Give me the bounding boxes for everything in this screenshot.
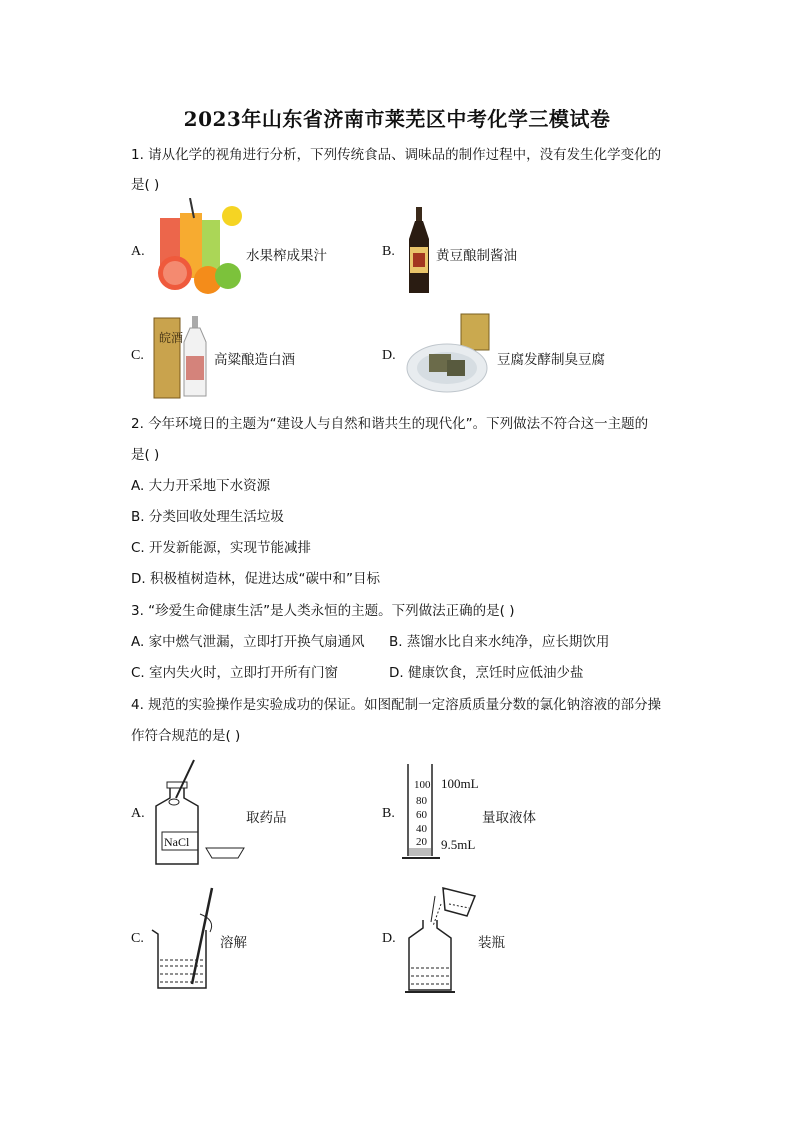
cylinder-reading: 9.5mL: [441, 837, 476, 852]
q1-option-a-caption: 水果榨成果汁: [246, 248, 327, 264]
q2-stem-line1: 2. 今年环境日的主题为“建设人与自然和谐共生的现代化”。下列做法不符合这一主题的: [131, 416, 649, 432]
q4-option-b-caption: 量取液体: [482, 810, 536, 826]
q3-option-a[interactable]: A. 家中燃气泄漏，立即打开换气扇通风: [131, 634, 365, 650]
q1-stem-line1: 1. 请从化学的视角进行分析，下列传统食品、调味品的制作过程中，没有发生化学变化的: [131, 147, 662, 163]
page-title: 2023年山东省济南市莱芜区中考化学三模试卷: [183, 107, 611, 131]
q4-stem-line1: 4. 规范的实验操作是实验成功的保证。如图配制一定溶质质量分数的氯化钠溶液的部分操: [131, 697, 662, 713]
graduated-cylinder-diagram: [402, 760, 482, 866]
soy-sauce-bottle-image: [404, 205, 434, 297]
q1-option-d-caption: 豆腐发酵制臭豆腐: [497, 352, 605, 368]
q1-option-c-caption: 高粱酿造白酒: [214, 352, 295, 368]
bottling-diagram: [403, 882, 483, 996]
cylinder-capacity: 100mL: [441, 776, 479, 791]
cylinder-tick-40: 40: [416, 823, 427, 835]
cylinder-tick-100: 100: [414, 779, 431, 791]
q3-stem: 3. “珍爱生命健康生活”是人类永恒的主题。下列做法正确的是( ): [131, 603, 515, 619]
q4-option-a-caption: 取药品: [246, 810, 287, 826]
q1-option-a-letter[interactable]: A.: [131, 244, 145, 259]
q4-option-d-letter[interactable]: D.: [382, 931, 396, 946]
q4-option-c-caption: 溶解: [220, 935, 247, 951]
q3-option-c[interactable]: C. 室内失火时，立即打开所有门窗: [131, 665, 339, 681]
q4-option-d-caption: 装瓶: [478, 935, 505, 951]
q1-option-d-letter[interactable]: D.: [382, 348, 396, 363]
q3-option-b[interactable]: B. 蒸馏水比自来水纯净，应长期饮用: [389, 634, 610, 650]
cylinder-tick-20: 20: [416, 836, 427, 848]
q1-option-b-caption: 黄豆酿制酱油: [436, 248, 517, 264]
liquor-label: 皖酒: [159, 331, 184, 345]
liquor-box-image: [150, 312, 215, 400]
cylinder-tick-80: 80: [416, 795, 427, 807]
reagent-bottle-diagram: [150, 758, 250, 868]
q2-stem-line2: 是( ): [131, 447, 160, 463]
stinky-tofu-image: [405, 312, 495, 400]
q2-option-b[interactable]: B. 分类回收处理生活垃圾: [131, 509, 284, 525]
q4-option-b-letter[interactable]: B.: [382, 806, 395, 821]
q3-option-d[interactable]: D. 健康饮食，烹饪时应低油少盐: [389, 665, 584, 681]
q1-option-b-letter[interactable]: B.: [382, 244, 395, 259]
q2-option-a[interactable]: A. 大力开采地下水资源: [131, 478, 271, 494]
q2-option-c[interactable]: C. 开发新能源，实现节能减排: [131, 540, 312, 556]
q2-option-d[interactable]: D. 积极植树造林，促进达成“碳中和”目标: [131, 571, 380, 587]
beaker-stirring-diagram: [148, 884, 220, 994]
nacl-label: NaCl: [164, 835, 190, 849]
q4-option-a-letter[interactable]: A.: [131, 806, 145, 821]
q1-option-c-letter[interactable]: C.: [131, 348, 144, 363]
q4-option-c-letter[interactable]: C.: [131, 931, 144, 946]
cylinder-tick-60: 60: [416, 809, 427, 821]
juice-glasses-image: [150, 198, 245, 298]
q4-stem-line2: 作符合规范的是( ): [131, 728, 241, 744]
q1-stem-line2: 是( ): [131, 177, 160, 193]
